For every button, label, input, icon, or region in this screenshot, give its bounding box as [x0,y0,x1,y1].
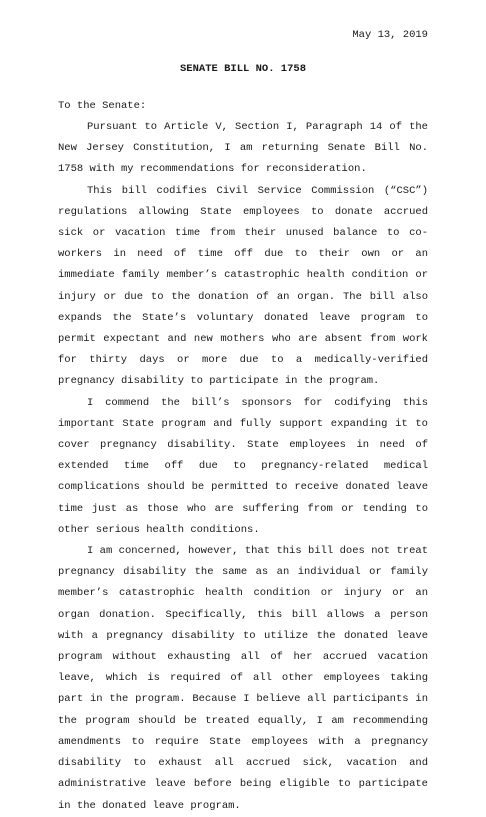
paragraph-2: This bill codifies Civil Service Commission (“CSC”) regulations allowing State employees to donate accrued sick or vacation time from their unused balance to co-workers in need of time off due to their own or an immediate family member’s catastrophic health condition or injury or due to the donation of an organ. The bill also expands the State’s voluntary donated leave program to permit expectant and new mothers who are absent from work for thirty days or more due to a medically-verified pregnancy disability to participate in the program. [58,184,428,388]
paragraph-4: I am concerned, however, that this bill does not treat pregnancy disability the same as an individual or family member’s catastrophic health condition or injury or an organ donation. Specifically, this bill allows a person with a pregnancy disability to utilize the donated leave program without exhausting all of her accrued vacation leave, which is required of all other employees taking part in the program. Because I believe all participants in the program should be treated equally, I am recommending amendments to require State employees with a pregnancy disability to exhaust all accrued sick, vacation and administrative leave before being eligible to participate in the donated leave program. [58,545,428,812]
bill-title: SENATE BILL NO. 1758 [179,63,307,75]
paragraph-1: Pursuant to Article V, Section I, Paragraph 14 of the New Jersey Constitution, I am returning Senate Bill No. 1758 with my recommendations for reconsideration. [58,121,428,176]
salutation: To the Senate: [58,100,147,112]
letter-date: May 13, 2019 [352,29,428,41]
paragraph-3: I commend the bill’s sponsors for codifying this important State program and fully support expanding it to cover pregnancy disability. State employees in need of extended time off due to pregnancy-related medical complications should be permitted to receive donated leave time just as those who are suffering from or tending to other serious health conditions. [58,396,428,536]
